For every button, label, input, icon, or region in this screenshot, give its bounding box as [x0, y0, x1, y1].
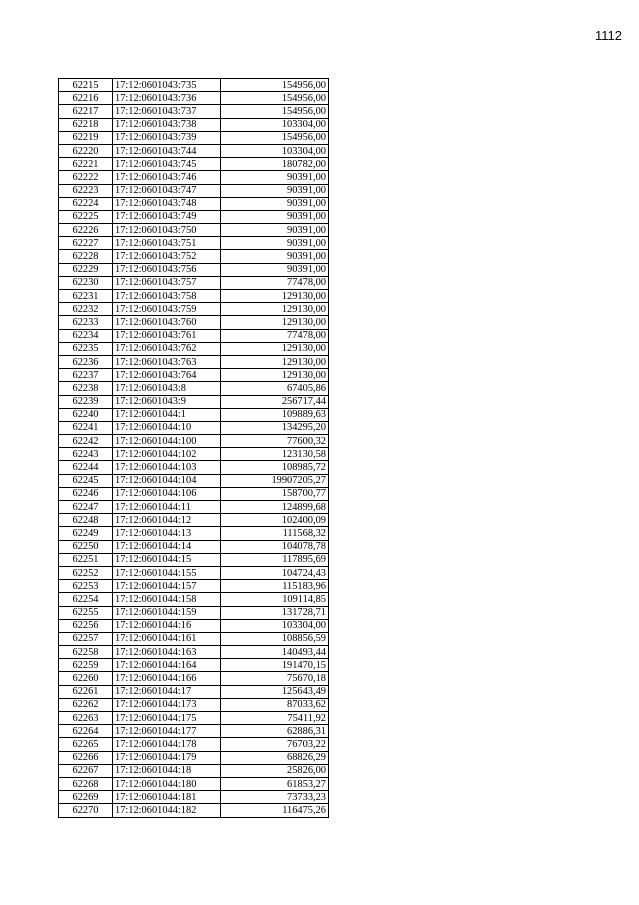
cadastral-number-cell: 17:12:0601044:104: [113, 474, 221, 487]
row-number-cell: 62263: [59, 712, 113, 725]
row-number-cell: 62215: [59, 79, 113, 92]
value-cell: 129130,00: [221, 290, 329, 303]
value-cell: 108985,72: [221, 461, 329, 474]
table-row: [59, 382, 329, 395]
cadastral-number-cell: 17:12:0601044:14: [113, 540, 221, 553]
value-cell: 90391,00: [221, 250, 329, 263]
table-row: [59, 527, 329, 540]
table-row: [59, 237, 329, 250]
table-row: [59, 514, 329, 527]
row-number-cell: 62244: [59, 461, 113, 474]
cadastral-number-cell: 17:12:0601044:158: [113, 593, 221, 606]
row-number-cell: 62260: [59, 672, 113, 685]
value-cell: 154956,00: [221, 92, 329, 105]
row-number-cell: 62239: [59, 395, 113, 408]
row-number-cell: 62217: [59, 105, 113, 118]
table-row: [59, 566, 329, 579]
value-cell: 140493,44: [221, 646, 329, 659]
cadastral-number-cell: 17:12:0601044:106: [113, 487, 221, 500]
row-number-cell: 62262: [59, 698, 113, 711]
cadastral-number-cell: 17:12:0601043:746: [113, 171, 221, 184]
cadastral-number-cell: 17:12:0601043:758: [113, 290, 221, 303]
table-row: [59, 144, 329, 157]
cadastral-number-cell: 17:12:0601044:182: [113, 804, 221, 817]
row-number-cell: 62220: [59, 144, 113, 157]
cadastral-number-cell: 17:12:0601043:744: [113, 144, 221, 157]
table-row: [59, 487, 329, 500]
value-cell: 77478,00: [221, 329, 329, 342]
table-row: [59, 158, 329, 171]
value-cell: 90391,00: [221, 171, 329, 184]
cadastral-number-cell: 17:12:0601044:166: [113, 672, 221, 685]
row-number-cell: 62229: [59, 263, 113, 276]
row-number-cell: 62245: [59, 474, 113, 487]
cadastral-number-cell: 17:12:0601044:161: [113, 632, 221, 645]
table-row: [59, 342, 329, 355]
row-number-cell: 62233: [59, 316, 113, 329]
cadastral-number-cell: 17:12:0601043:8: [113, 382, 221, 395]
row-number-cell: 62238: [59, 382, 113, 395]
value-cell: 125643,49: [221, 685, 329, 698]
cadastral-number-cell: 17:12:0601043:751: [113, 237, 221, 250]
row-number-cell: 62231: [59, 290, 113, 303]
cadastral-number-cell: 17:12:0601044:175: [113, 712, 221, 725]
cadastral-number-cell: 17:12:0601044:13: [113, 527, 221, 540]
cadastral-number-cell: 17:12:0601044:173: [113, 698, 221, 711]
cadastral-number-cell: 17:12:0601043:760: [113, 316, 221, 329]
table-row: [59, 632, 329, 645]
row-number-cell: 62267: [59, 764, 113, 777]
value-cell: 87033,62: [221, 698, 329, 711]
cadastral-number-cell: 17:12:0601043:736: [113, 92, 221, 105]
cadastral-number-cell: 17:12:0601044:177: [113, 725, 221, 738]
row-number-cell: 62246: [59, 487, 113, 500]
table-row: [59, 197, 329, 210]
cadastral-number-cell: 17:12:0601044:16: [113, 619, 221, 632]
value-cell: 77600,32: [221, 435, 329, 448]
table-row: [59, 224, 329, 237]
table-row: [59, 698, 329, 711]
row-number-cell: 62254: [59, 593, 113, 606]
value-cell: 61853,27: [221, 777, 329, 790]
value-cell: 109114,85: [221, 593, 329, 606]
cadastral-number-cell: 17:12:0601043:735: [113, 79, 221, 92]
value-cell: 129130,00: [221, 355, 329, 368]
table-row: [59, 421, 329, 434]
cadastral-number-cell: 17:12:0601044:164: [113, 659, 221, 672]
row-number-cell: 62259: [59, 659, 113, 672]
cadastral-number-cell: 17:12:0601044:10: [113, 421, 221, 434]
value-cell: 73733,23: [221, 791, 329, 804]
cadastral-number-cell: 17:12:0601044:100: [113, 435, 221, 448]
table-row: [59, 171, 329, 184]
table-row: [59, 540, 329, 553]
table-row: [59, 250, 329, 263]
value-cell: 123130,58: [221, 448, 329, 461]
row-number-cell: 62270: [59, 804, 113, 817]
table-row: [59, 553, 329, 566]
row-number-cell: 62249: [59, 527, 113, 540]
row-number-cell: 62240: [59, 408, 113, 421]
table-row: [59, 461, 329, 474]
value-cell: 102400,09: [221, 514, 329, 527]
value-cell: 129130,00: [221, 303, 329, 316]
value-cell: 76703,22: [221, 738, 329, 751]
row-number-cell: 62235: [59, 342, 113, 355]
table-row: [59, 646, 329, 659]
value-cell: 158700,77: [221, 487, 329, 500]
row-number-cell: 62253: [59, 580, 113, 593]
cadastral-number-cell: 17:12:0601043:759: [113, 303, 221, 316]
row-number-cell: 62223: [59, 184, 113, 197]
cadastral-number-cell: 17:12:0601043:763: [113, 355, 221, 368]
value-cell: 129130,00: [221, 342, 329, 355]
value-cell: 67405,86: [221, 382, 329, 395]
table-row: [59, 131, 329, 144]
value-cell: 116475,26: [221, 804, 329, 817]
table-row: [59, 290, 329, 303]
row-number-cell: 62216: [59, 92, 113, 105]
table-row: [59, 501, 329, 514]
cadastral-number-cell: 17:12:0601043:737: [113, 105, 221, 118]
row-number-cell: 62219: [59, 131, 113, 144]
cadastral-number-cell: 17:12:0601044:17: [113, 685, 221, 698]
table-row: [59, 276, 329, 289]
row-number-cell: 62226: [59, 224, 113, 237]
table-row: [59, 738, 329, 751]
table-row: [59, 474, 329, 487]
row-number-cell: 62265: [59, 738, 113, 751]
value-cell: 103304,00: [221, 619, 329, 632]
row-number-cell: 62256: [59, 619, 113, 632]
value-cell: 180782,00: [221, 158, 329, 171]
value-cell: 108856,59: [221, 632, 329, 645]
cadastral-number-cell: 17:12:0601043:756: [113, 263, 221, 276]
value-cell: 75670,18: [221, 672, 329, 685]
row-number-cell: 62237: [59, 369, 113, 382]
table-row: [59, 92, 329, 105]
table-row: [59, 408, 329, 421]
cadastral-number-cell: 17:12:0601043:738: [113, 118, 221, 131]
row-number-cell: 62218: [59, 118, 113, 131]
table-row: [59, 435, 329, 448]
row-number-cell: 62230: [59, 276, 113, 289]
row-number-cell: 62264: [59, 725, 113, 738]
table-row: [59, 672, 329, 685]
row-number-cell: 62251: [59, 553, 113, 566]
value-cell: 117895,69: [221, 553, 329, 566]
cadastral-number-cell: 17:12:0601043:757: [113, 276, 221, 289]
value-cell: 154956,00: [221, 105, 329, 118]
value-cell: 124899,68: [221, 501, 329, 514]
value-cell: 129130,00: [221, 316, 329, 329]
value-cell: 90391,00: [221, 184, 329, 197]
table-row: [59, 685, 329, 698]
cadastral-number-cell: 17:12:0601044:163: [113, 646, 221, 659]
value-cell: 90391,00: [221, 224, 329, 237]
table-row: [59, 777, 329, 790]
table-row: [59, 804, 329, 817]
row-number-cell: 62227: [59, 237, 113, 250]
value-cell: 77478,00: [221, 276, 329, 289]
cadastral-number-cell: 17:12:0601043:749: [113, 210, 221, 223]
row-number-cell: 62225: [59, 210, 113, 223]
table-row: [59, 303, 329, 316]
value-cell: 129130,00: [221, 369, 329, 382]
value-cell: 62886,31: [221, 725, 329, 738]
row-number-cell: 62255: [59, 606, 113, 619]
table-row: [59, 118, 329, 131]
cadastral-number-cell: 17:12:0601043:9: [113, 395, 221, 408]
table-row: [59, 659, 329, 672]
cadastral-number-cell: 17:12:0601044:102: [113, 448, 221, 461]
row-number-cell: 62221: [59, 158, 113, 171]
row-number-cell: 62266: [59, 751, 113, 764]
cadastral-number-cell: 17:12:0601043:745: [113, 158, 221, 171]
value-cell: 154956,00: [221, 131, 329, 144]
table-row: [59, 791, 329, 804]
cadastral-number-cell: 17:12:0601044:1: [113, 408, 221, 421]
table-row: [59, 355, 329, 368]
value-cell: 111568,32: [221, 527, 329, 540]
cadastral-number-cell: 17:12:0601044:159: [113, 606, 221, 619]
row-number-cell: 62269: [59, 791, 113, 804]
table-row: [59, 316, 329, 329]
cadastral-number-cell: 17:12:0601044:103: [113, 461, 221, 474]
cadastral-number-cell: 17:12:0601043:750: [113, 224, 221, 237]
cadastral-number-cell: 17:12:0601043:761: [113, 329, 221, 342]
row-number-cell: 62257: [59, 632, 113, 645]
row-number-cell: 62261: [59, 685, 113, 698]
value-cell: 103304,00: [221, 144, 329, 157]
value-cell: 154956,00: [221, 79, 329, 92]
table-row: [59, 184, 329, 197]
table-row: [59, 712, 329, 725]
table-row: [59, 580, 329, 593]
row-number-cell: 62248: [59, 514, 113, 527]
value-cell: 256717,44: [221, 395, 329, 408]
cadastral-number-cell: 17:12:0601044:12: [113, 514, 221, 527]
table-row: [59, 593, 329, 606]
cadastral-number-cell: 17:12:0601044:178: [113, 738, 221, 751]
value-cell: 19907205,27: [221, 474, 329, 487]
value-cell: 109889,63: [221, 408, 329, 421]
row-number-cell: 62236: [59, 355, 113, 368]
value-cell: 103304,00: [221, 118, 329, 131]
value-cell: 90391,00: [221, 210, 329, 223]
table-row: [59, 369, 329, 382]
cadastral-value-table: [58, 78, 329, 818]
value-cell: 25826,00: [221, 764, 329, 777]
value-cell: 75411,92: [221, 712, 329, 725]
value-cell: 134295,20: [221, 421, 329, 434]
row-number-cell: 62250: [59, 540, 113, 553]
row-number-cell: 62224: [59, 197, 113, 210]
page-number: 1112: [595, 28, 622, 43]
row-number-cell: 62228: [59, 250, 113, 263]
cadastral-number-cell: 17:12:0601044:157: [113, 580, 221, 593]
table-row: [59, 79, 329, 92]
table-body: [59, 79, 329, 818]
value-cell: 115183,96: [221, 580, 329, 593]
cadastral-number-cell: 17:12:0601044:180: [113, 777, 221, 790]
value-cell: 68826,29: [221, 751, 329, 764]
value-cell: 104078,78: [221, 540, 329, 553]
row-number-cell: 62243: [59, 448, 113, 461]
value-cell: 90391,00: [221, 263, 329, 276]
table-row: [59, 395, 329, 408]
value-cell: 90391,00: [221, 237, 329, 250]
cadastral-number-cell: 17:12:0601044:179: [113, 751, 221, 764]
row-number-cell: 62232: [59, 303, 113, 316]
value-cell: 90391,00: [221, 197, 329, 210]
cadastral-number-cell: 17:12:0601044:155: [113, 566, 221, 579]
row-number-cell: 62252: [59, 566, 113, 579]
table-row: [59, 329, 329, 342]
table-row: [59, 751, 329, 764]
cadastral-number-cell: 17:12:0601044:181: [113, 791, 221, 804]
row-number-cell: 62241: [59, 421, 113, 434]
cadastral-number-cell: 17:12:0601043:764: [113, 369, 221, 382]
row-number-cell: 62258: [59, 646, 113, 659]
cadastral-number-cell: 17:12:0601043:762: [113, 342, 221, 355]
table-row: [59, 764, 329, 777]
table-row: [59, 448, 329, 461]
table-row: [59, 105, 329, 118]
cadastral-number-cell: 17:12:0601044:15: [113, 553, 221, 566]
value-cell: 191470,15: [221, 659, 329, 672]
cadastral-number-cell: 17:12:0601044:18: [113, 764, 221, 777]
table-row: [59, 210, 329, 223]
value-cell: 104724,43: [221, 566, 329, 579]
table-row: [59, 725, 329, 738]
cadastral-number-cell: 17:12:0601043:739: [113, 131, 221, 144]
row-number-cell: 62242: [59, 435, 113, 448]
row-number-cell: 62234: [59, 329, 113, 342]
cadastral-number-cell: 17:12:0601043:748: [113, 197, 221, 210]
table-row: [59, 606, 329, 619]
row-number-cell: 62247: [59, 501, 113, 514]
table-row: [59, 263, 329, 276]
cadastral-number-cell: 17:12:0601043:752: [113, 250, 221, 263]
table-row: [59, 619, 329, 632]
cadastral-number-cell: 17:12:0601043:747: [113, 184, 221, 197]
cadastral-number-cell: 17:12:0601044:11: [113, 501, 221, 514]
row-number-cell: 62222: [59, 171, 113, 184]
row-number-cell: 62268: [59, 777, 113, 790]
value-cell: 131728,71: [221, 606, 329, 619]
